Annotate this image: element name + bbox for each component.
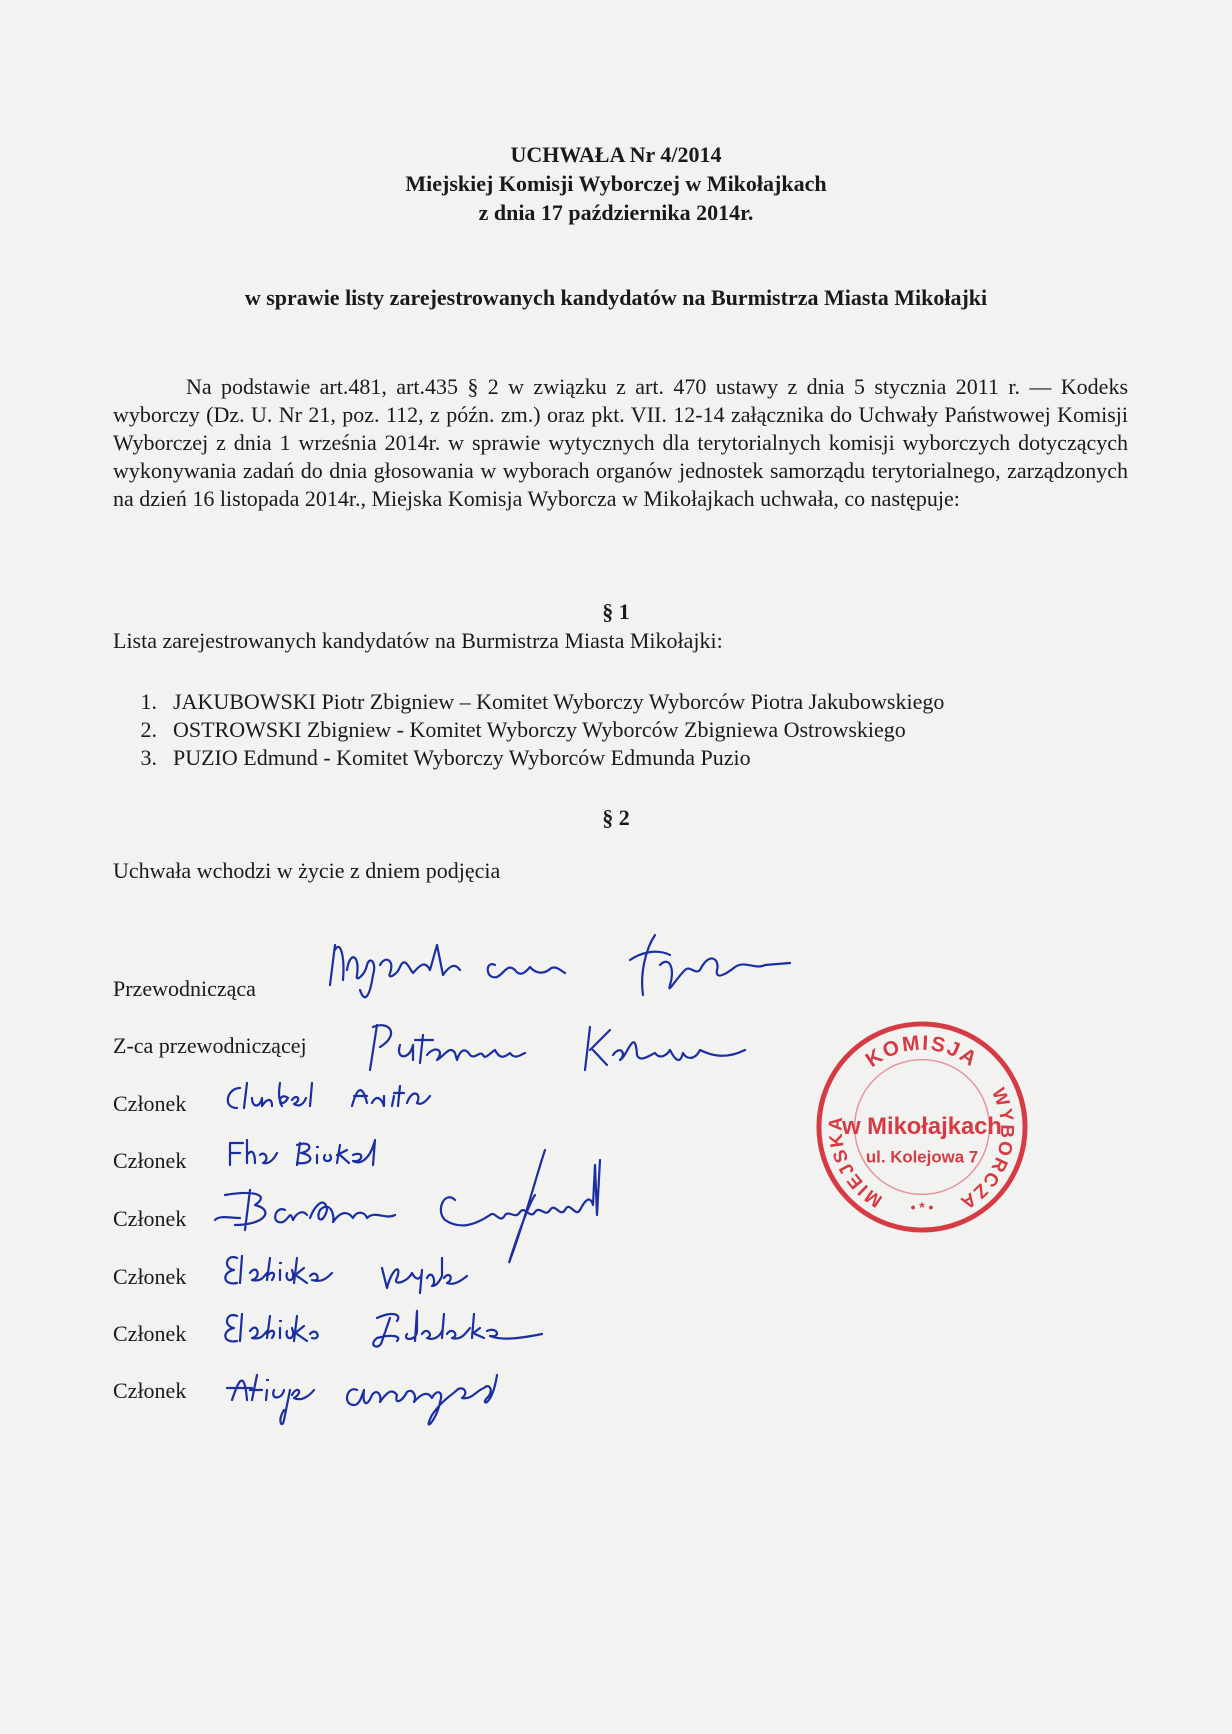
signature-role-member: Członek	[113, 1321, 187, 1346]
section-1-mark: § 1	[602, 599, 630, 624]
list-item-number: 2.	[140, 717, 157, 742]
svg-text:KOMISJA	[862, 1031, 983, 1072]
commission-name: Miejskiej Komisji Wyborczej w Mikołajkach	[405, 171, 827, 196]
section-2-mark: § 2	[602, 805, 630, 830]
candidate-list	[113, 688, 944, 772]
section-2-text: Uchwała wchodzi w życie z dniem podjęcia	[113, 858, 501, 883]
signature-deputy	[365, 1015, 765, 1075]
list-item-number: 1.	[140, 689, 157, 714]
stamp-bottom-mark: • * •	[910, 1199, 934, 1216]
signature-role-chair: Przewodnicząca	[113, 976, 256, 1001]
signature-role-deputy: Z-ca przewodniczącej	[113, 1033, 307, 1058]
resolution-header	[0, 140, 1232, 227]
commission-stamp	[813, 1018, 1031, 1236]
signature-member-5	[222, 1306, 582, 1356]
signature-chair	[325, 925, 795, 1005]
list-item	[113, 744, 944, 772]
signature-role-member: Członek	[113, 1091, 187, 1116]
resolution-subject: w sprawie listy zarejestrowanych kandydatów na Burmistrza Miasta Mikołajki	[244, 285, 988, 310]
signature-role-member: Członek	[113, 1378, 187, 1403]
signature-member-6	[222, 1360, 562, 1440]
section-1-intro: Lista zarejestrowanych kandydatów na Burmistrza Miasta Mikołajki:	[113, 628, 723, 653]
list-item-text: JAKUBOWSKI Piotr Zbigniew – Komitet Wyborczy Wyborców Piotra Jakubowskiego	[173, 689, 945, 714]
list-item-text: PUZIO Edmund - Komitet Wyborczy Wyborców Edmunda Puzio	[173, 745, 751, 770]
resolution-number: UCHWAŁA Nr 4/2014	[510, 142, 722, 167]
signature-member-1	[222, 1078, 492, 1118]
signature-role-member: Członek	[113, 1148, 187, 1173]
list-item	[113, 688, 944, 716]
resolution-date: z dnia 17 października 2014r.	[478, 200, 754, 225]
stamp-ring-right: WYBORCZA	[955, 1084, 1019, 1215]
signature-role-member: Członek	[113, 1264, 187, 1289]
stamp-center-line2: ul. Kolejowa 7	[865, 1147, 979, 1167]
stamp-center-line1: w Mikołajkach	[842, 1112, 1002, 1140]
list-item	[113, 716, 944, 744]
preamble-paragraph: Na podstawie art.481, art.435 § 2 w związku z art. 470 ustawy z dnia 5 stycznia 2011 r. — Kodeks wyborczy (Dz. U. Nr 21, poz. 112, z późn. zm.) oraz pkt. VII. 12-14 załącznika do Uchwały Państwowej Komisji Wyborczej z dnia 1 września 2014r. w sprawie wytycznych dla terytorialnych komisji wyborczych dotyczących wykonywania zadań do dnia głosowania w wyborach organów jednostek samorządu terytorialnego, zarządzonych na dzień 16 listopada 2014r., Miejska Komisja Wyborcza w Mikołajkach uchwała, co następuje:	[113, 374, 1128, 511]
stamp-ring-top: KOMISJA	[861, 1031, 983, 1072]
list-item-text: OSTROWSKI Zbigniew - Komitet Wyborczy Wyborców Zbigniewa Ostrowskiego	[173, 717, 906, 742]
signature-member-4	[222, 1248, 502, 1298]
list-item-number: 3.	[140, 745, 157, 770]
signature-role-member: Członek	[113, 1206, 187, 1231]
stamp-ring-left: MIEJSKA	[824, 1114, 886, 1212]
